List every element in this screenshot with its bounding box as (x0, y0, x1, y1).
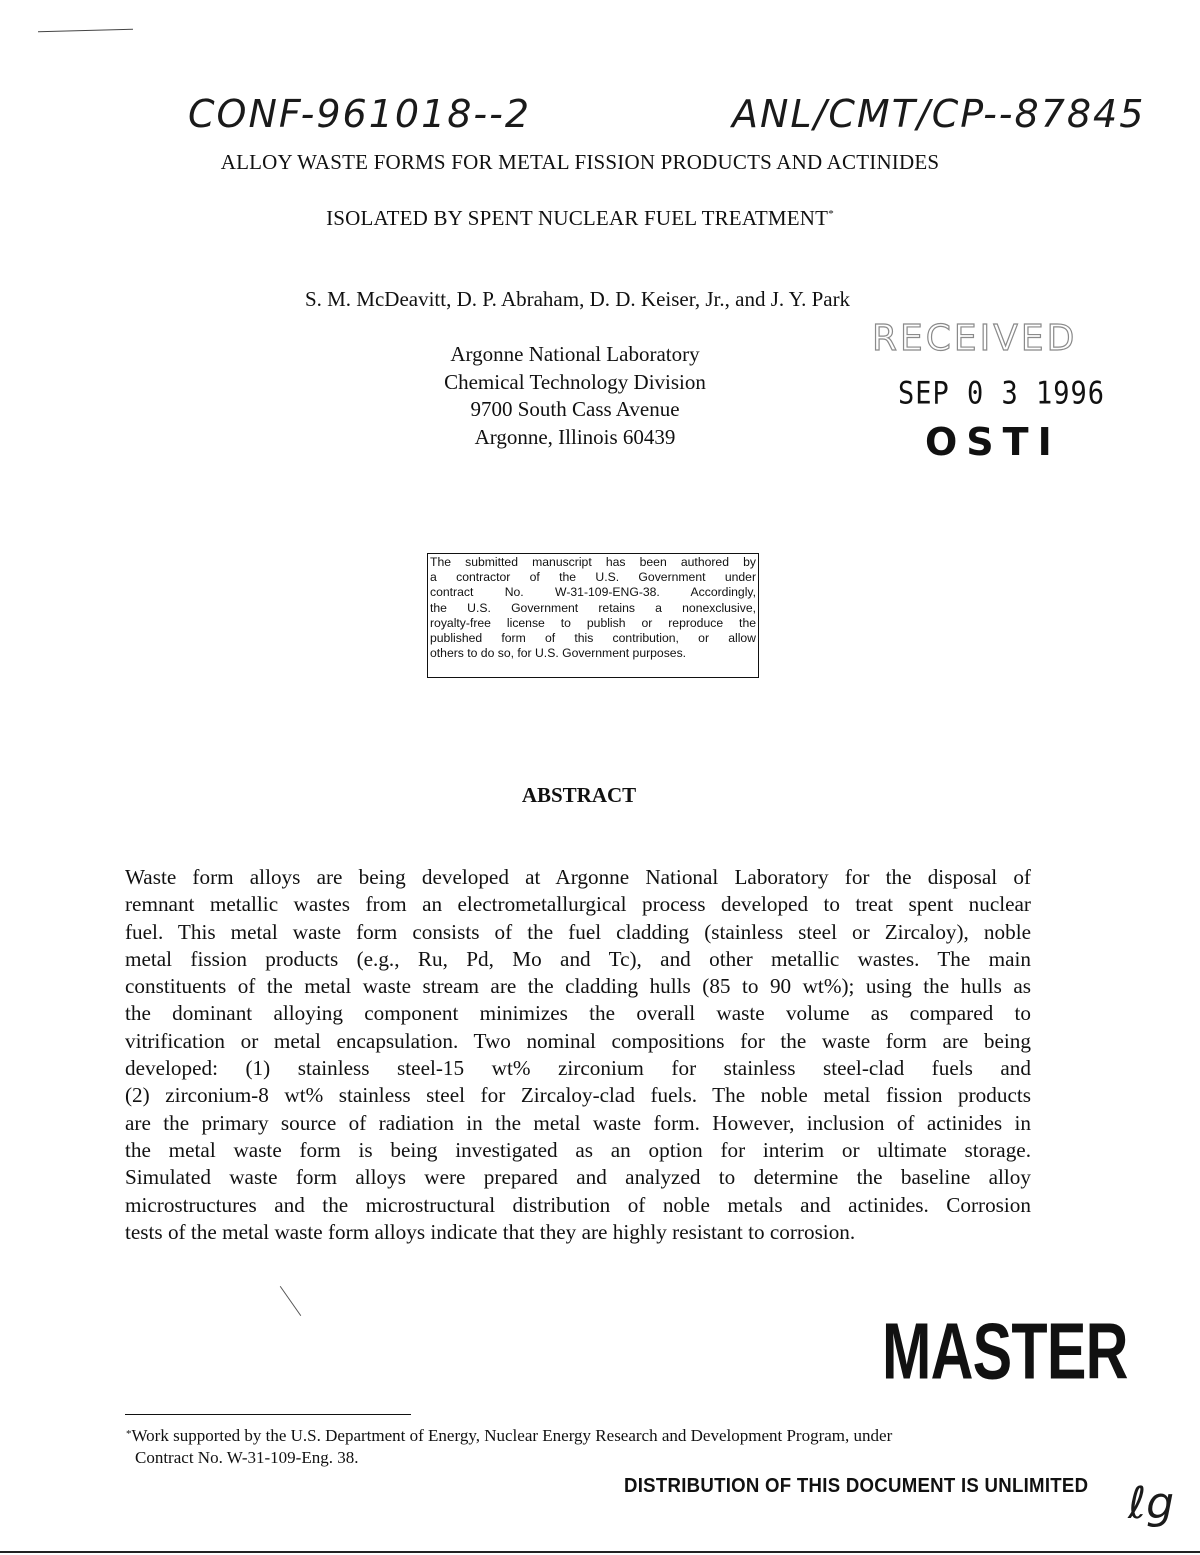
affiliation-line: 9700 South Cass Avenue (470, 397, 680, 421)
abstract-line: vitrification or metal encapsulation. Two nominal compositions for the waste form are being (125, 1028, 1031, 1053)
footnote-line-1 (126, 1425, 1056, 1447)
notice-line: royalty-free license to publish or reproduce the (430, 615, 756, 630)
abstract-line: microstructures and the microstructural distribution of noble metals and actinides. Corrosion (125, 1192, 1031, 1217)
affiliation-line: Argonne National Laboratory (450, 342, 700, 366)
affiliation-block (420, 341, 730, 451)
notice-line: a contractor of the U.S. Government under (430, 570, 756, 585)
notice-line: the U.S. Government retains a nonexclusive, (430, 600, 756, 615)
footnote (126, 1425, 1056, 1469)
received-date-stamp: SEP 0 3 1996 (898, 376, 1106, 412)
affiliation-line: Chemical Technology Division (444, 369, 706, 394)
abstract-line: Simulated waste form alloys were prepared and analyzed to determine the baseline alloy (125, 1165, 1031, 1190)
abstract-line: (2) zirconium-8 wt% stainless steel for Zircaloy-clad fuels. The noble metal fission products (125, 1083, 1031, 1108)
abstract-line: remnant metallic wastes from an electrometallurgical process developed to treat spent nuclear (125, 892, 1031, 917)
handwritten-initials: ℓg (1128, 1478, 1175, 1529)
footnote-text-1: Work supported by the U.S. Department of Energy, Nuclear Energy Research and Development Program, under (131, 1426, 893, 1445)
master-stamp: MASTER (882, 1307, 1128, 1397)
abstract-heading: ABSTRACT (521, 783, 637, 807)
distribution-statement: DISTRIBUTION OF THIS DOCUMENT IS UNLIMITED (624, 1475, 1089, 1497)
notice-line: others to do so, for U.S. Government purposes. (430, 646, 687, 661)
abstract-line: constituents of the metal waste stream are the cladding hulls (85 to 90 wt%); using the hulls as (125, 974, 1031, 999)
scan-edge (0, 1551, 1200, 1553)
title-line-1 (0, 150, 1160, 175)
notice-line: contract No. W-31-109-ENG-38. Accordingly, (430, 585, 756, 600)
abstract-line: metal fission products (e.g., Ru, Pd, Mo and Tc), and other metallic wastes. The main (125, 946, 1031, 971)
title-text-1: ALLOY WASTE FORMS FOR METAL FISSION PRODUCTS AND ACTINIDES (220, 150, 940, 174)
abstract-line: the metal waste form is being investigated as an option for interim or ultimate storage. (125, 1137, 1031, 1162)
abstract-line: are the primary source of radiation in the metal waste form. However, inclusion of actinides in (125, 1110, 1031, 1135)
footnote-mark: * (126, 1428, 132, 1440)
government-notice-box (427, 553, 759, 678)
authors: S. M. McDeavitt, D. P. Abraham, D. D. Keiser, Jr., and J. Y. Park (304, 287, 851, 311)
notice-line: The submitted manuscript has been authored by (430, 555, 756, 569)
received-stamp: RECEIVED (872, 318, 1078, 359)
affiliation-line: Argonne, Illinois 60439 (474, 424, 676, 449)
footnote-line-2: Contract No. W-31-109-Eng. 38. (135, 1448, 359, 1467)
abstract-line: fuel. This metal waste form consists of the fuel cladding (stainless steel or Zircaloy), noble (125, 919, 1031, 944)
abstract-body (125, 864, 1031, 1246)
abstract-line: the dominant alloying component minimizes the overall waste volume as compared to (125, 1001, 1031, 1026)
title-line-2 (0, 206, 1160, 231)
scan-mark (280, 1286, 301, 1316)
abstract-line: tests of the metal waste form alloys indicate that they are highly resistant to corrosion. (125, 1219, 856, 1244)
osti-stamp: OSTI (925, 420, 1061, 464)
title-footnote-mark: * (828, 208, 834, 220)
notice-line: published form of this contribution, or allow (430, 631, 756, 646)
handwritten-report-number: ANL/CMT/CP--87845 (732, 92, 1146, 136)
abstract-line: developed: (1) stainless steel-15 wt% zirconium for stainless steel-clad fuels and (125, 1056, 1031, 1081)
scan-mark (38, 29, 133, 32)
footnote-rule (125, 1414, 411, 1415)
title-text-2: ISOLATED BY SPENT NUCLEAR FUEL TREATMENT (326, 206, 829, 230)
handwritten-conf-number: CONF-961018--2 (188, 92, 532, 136)
abstract-line: Waste form alloys are being developed at Argonne National Laboratory for the disposal of (125, 865, 1031, 889)
